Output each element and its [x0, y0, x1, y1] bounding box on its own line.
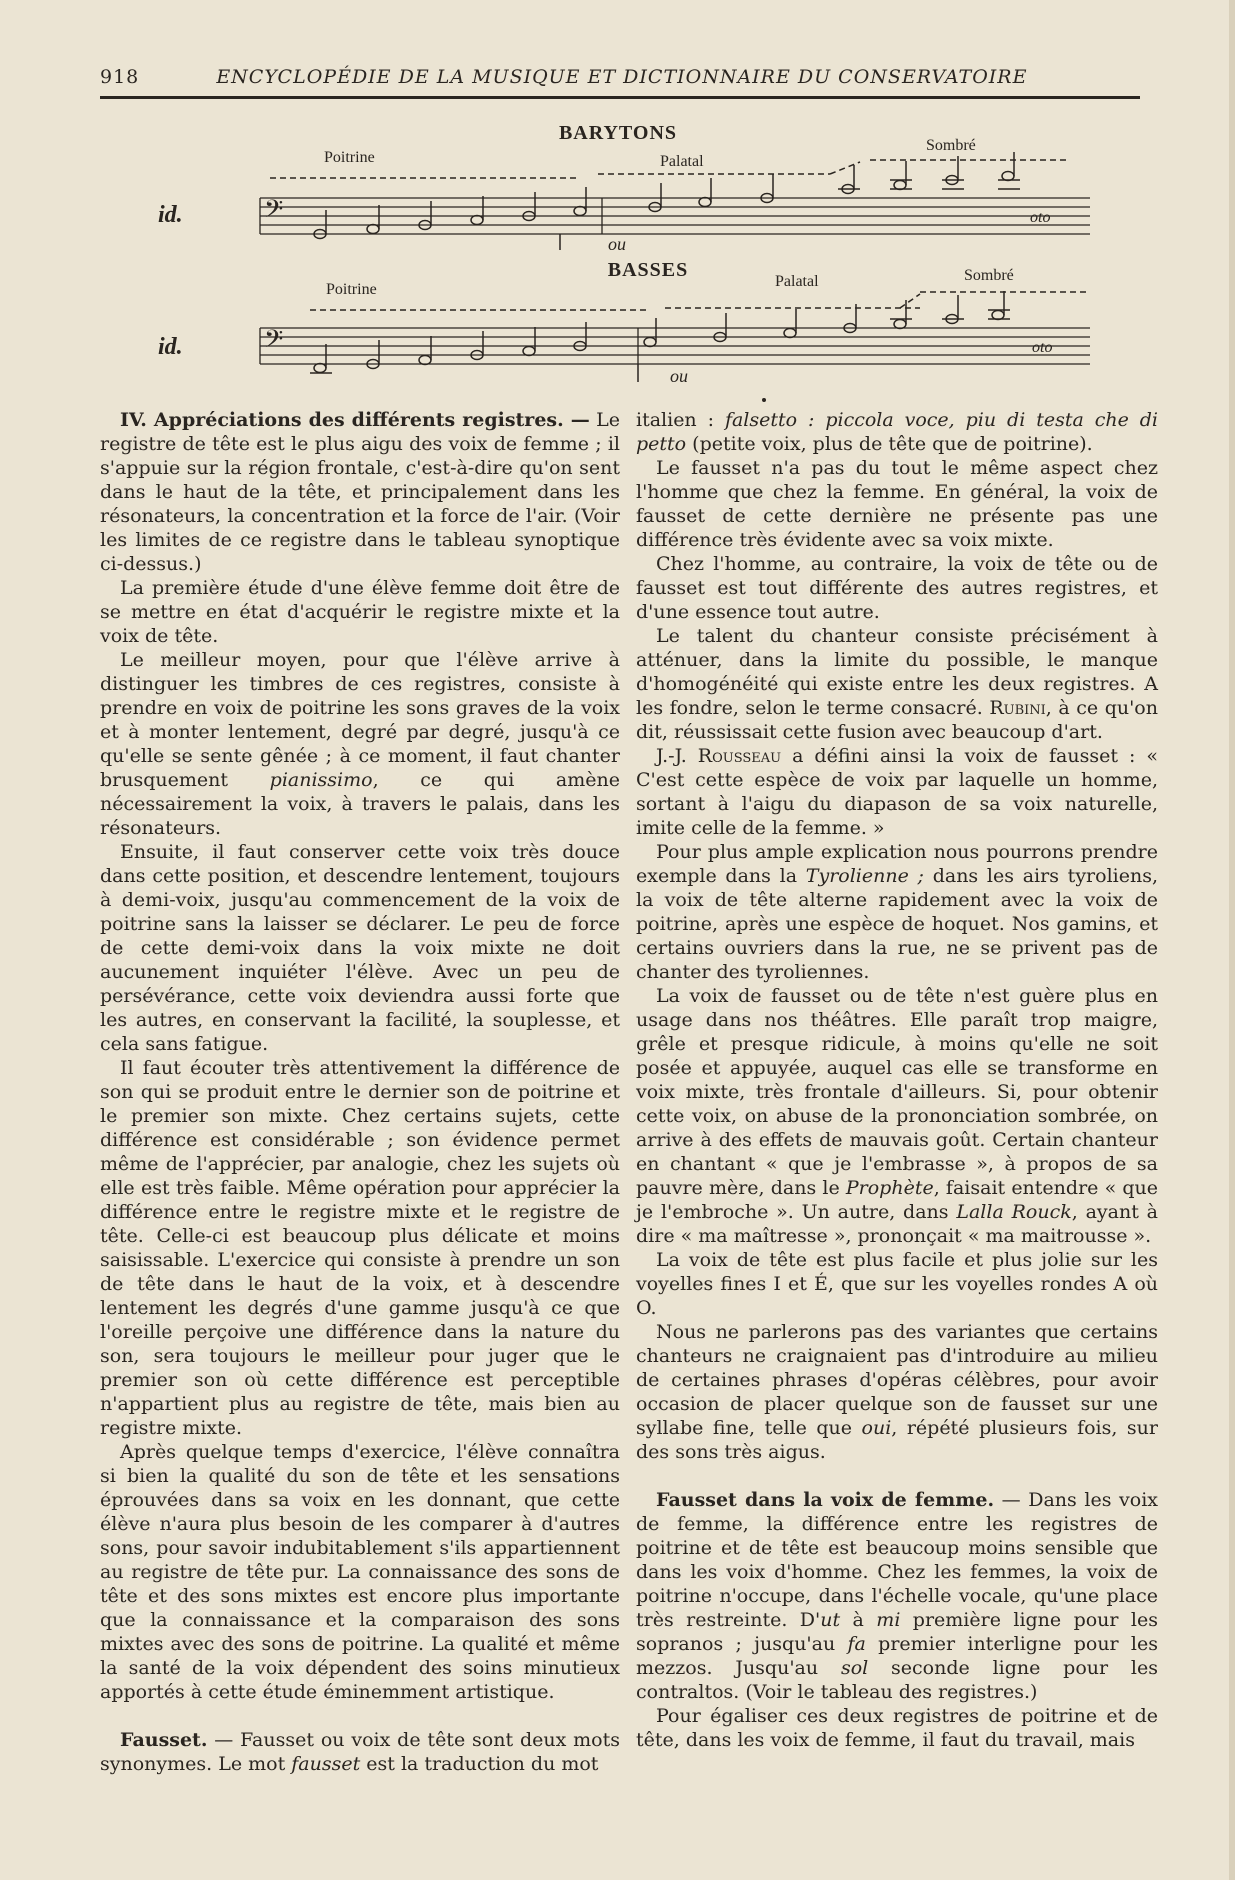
barytons-bass-clef: 𝄢 [264, 196, 284, 229]
paragraph: Fausset. — Fausset ou voix de tête sont deux mots synonymes. Le mot fausset est la traduction du mot [100, 1729, 620, 1775]
paragraph: Après quelque temps d'exercice, l'élève connaîtra si bien la qualité du son de tête et les sensations éprouvées dans sa voix en les donnant, que cette élève n'aura plus besoin de les comparer à d'autres sons, pour savoir indubitablement s'ils appartiennent au registre de tête pur. La connaissance des sons de tête et des sons mixtes est encore plus importante que la connaissance et la comparaison des sons mixtes avec des sons de poitrine. La qualité et même la santé de la voix dépendent des soins minutieux apportés à cette étude éminemment artistique. [100, 1441, 620, 1703]
section-heading: Fausset. [120, 1729, 208, 1751]
paragraph: Ensuite, il faut conserver cette voix très douce dans cette position, et descendre lentement, toujours à demi-voix, jusqu'au commencement de la voix de poitrine sans la laisser se déclarer. Le peu de force de cette demi-voix dans la voix mixte ne doit aucunement inquiéter l'élève. Avec un peu de persévérance, cette voix deviendra aussi forte que les autres, en conservant la facilité, la souplesse, et cela sans fatigue. [100, 841, 620, 1055]
barytons-ou-label: ou [608, 234, 626, 254]
paragraph: La première étude d'une élève femme doit être de se mettre en état d'acquérir le registre mixte et la voix de tête. [100, 577, 620, 647]
basses-oto-label: oto [1032, 339, 1053, 356]
paragraph: Pour égaliser ces deux registres de poitrine et de tête, dans les voix de femme, il faut du travail, mais [636, 1705, 1158, 1751]
running-header [100, 66, 1140, 88]
paragraph: La voix de fausset ou de tête n'est guère plus en usage dans nos théâtres. Elle paraît trop maigre, grêle et presque ridicule, à moins qu'elle ne soit posée et appuyée, auquel cas elle se transforme en voix mixte, très frontale d'ailleurs. Si, pour obtenir cette voix, on abuse de la prononciation sombrée, on arrive à des effets de mauvais goût. Certain chanteur en chantant « que je l'embrasse », à propos de sa pauvre mère, dans le Prophète, faisait entendre « que je l'embroche ». Un autre, dans Lalla Rouck, ayant à dire « ma maîtresse », prononçait « ma maitrousse ». [636, 985, 1158, 1247]
barytons-sombre-label: Sombré [926, 137, 976, 154]
left-column [100, 408, 620, 1776]
barytons-poitrine-label: Poitrine [324, 149, 375, 166]
page-number: 918 [100, 66, 140, 88]
barytons-id-label: id. [158, 202, 183, 228]
right-column [636, 408, 1158, 1752]
basses-sombre-label: Sombré [964, 267, 1014, 284]
paragraph: Il faut écouter très attentivement la différence de son qui se produit entre le dernier son de poitrine et le premier son mixte. Chez certains sujets, cette différence est considérable ; son évidence permet même de l'apprécier, par analogie, chez les sujets où elle est très faible. Même opération pour apprécier la différence entre le registre mixte et le registre de tête. Celle-ci est beaucoup plus délicate et moins saisissable. L'exercice qui consiste à prendre un son de tête dans le haut de la voix, et à descendre lentement les degrés d'une gamme jusqu'à ce que l'oreille perçoive une différence dans la nature du son, sera toujours le meilleur pour juger que le premier son où cette différence est perceptible n'appartient plus au registre de tête, mais bien au registre mixte. [100, 1057, 620, 1439]
basses-poitrine-label: Poitrine [326, 281, 377, 298]
paragraph: Pour plus ample explication nous pourrons prendre exemple dans la Tyrolienne ; dans les airs tyroliens, la voix de tête alterne rapidement avec la voix de poitrine, après une espèce de hoquet. Nos gamins, et certains ouvriers dans la rue, ne se privent pas de chanter des tyroliennes. [636, 841, 1158, 983]
basses-palatal-label: Palatal [775, 273, 819, 290]
paragraph: La voix de tête est plus facile et plus jolie sur les voyelles fines I et É, que sur les voyelles rondes A où O. [636, 1249, 1158, 1319]
paragraph: IV. Appréciations des différents registres. — Le registre de tête est le plus aigu des voix de femme ; il s'appuie sur la région frontale, c'est-à-dire qu'on sent dans le haut de la tête, et principalement dans les résonateurs, la concentration et la force de l'air. (Voir les limites de ce registre dans le tableau synoptique ci-dessus.) [100, 409, 620, 575]
barytons-title: BARYTONS [558, 122, 678, 144]
paragraph: Le meilleur moyen, pour que l'élève arrive à distinguer les timbres de ces registres, consiste à prendre en voix de poitrine les sons graves de la voix et à monter lentement, degré par degré, jusqu'à ce qu'elle se sente gênée ; à ce moment, il faut chanter brusquement pianissimo, ce qui amène nécessairement la voix, à travers le palais, dans les résonateurs. [100, 649, 620, 839]
register-music-figure [130, 110, 1110, 410]
paragraph: Le talent du chanteur consiste précisément à atténuer, dans la limite du possible, le manque d'homogénéité qui existe entre les deux registres. A les fondre, selon le terme consacré. Rubini, à ce qu'on dit, réussissait cette fusion avec beaucoup d'art. [636, 625, 1158, 743]
barytons-oto-label: oto [1030, 209, 1051, 226]
basses-staff [260, 328, 1090, 364]
page-edge [1229, 0, 1235, 1880]
section-heading: Fausset dans la voix de femme. [656, 1489, 995, 1511]
basses-title: BASSES [607, 259, 689, 281]
barytons-staff [260, 198, 1090, 234]
paragraph: J.-J. Rousseau a défini ainsi la voix de fausset : « C'est cette espèce de voix par laquelle un homme, sortant à l'aigu du diapason de sa voix naturelle, imite celle de la femme. » [636, 745, 1158, 839]
basses-ou-label: ou [670, 366, 688, 386]
basses-bass-clef: 𝄢 [264, 326, 284, 359]
paragraph: Fausset dans la voix de femme. — Dans les voix de femme, la différence entre les registres de poitrine et de tête est beaucoup moins sensible que dans les voix d'homme. Chez les femmes, la voix de poitrine n'occupe, dans l'échelle vocale, qu'une place très restreinte. D'ut à mi première ligne pour les sopranos ; jusqu'au fa premier interligne pour les mezzos. Jusqu'au sol seconde ligne pour les contraltos. (Voir le tableau des registres.) [636, 1489, 1158, 1703]
paragraph: italien : falsetto : piccola voce, piu di testa che di petto (petite voix, plus de tête que de poitrine). [636, 409, 1159, 455]
paragraph: Nous ne parlerons pas des variantes que certains chanteurs ne craignaient pas d'introduire au milieu de certaines phrases d'opéras célèbres, pour avoir occasion de placer quelque son de fausset sur une syllabe fine, telle que oui, répété plusieurs fois, sur des sons très aigus. [636, 1321, 1158, 1463]
section-heading: IV. Appréciations des différents registres. — [120, 409, 590, 431]
paragraph: Chez l'homme, au contraire, la voix de tête ou de fausset est tout différente des autres registres, et d'une essence tout autre. [636, 553, 1158, 623]
running-title: ENCYCLOPÉDIE DE LA MUSIQUE ET DICTIONNAIRE DU CONSERVATOIRE [216, 66, 1028, 88]
ink-speck [762, 398, 766, 402]
basses-id-label: id. [158, 334, 183, 360]
paragraph: Le fausset n'a pas du tout le même aspect chez l'homme que chez la femme. En général, la voix de fausset de cette dernière ne présente pas une différence très évidente avec sa voix mixte. [636, 457, 1158, 551]
barytons-palatal-label: Palatal [660, 153, 704, 170]
header-rule [100, 96, 1140, 99]
